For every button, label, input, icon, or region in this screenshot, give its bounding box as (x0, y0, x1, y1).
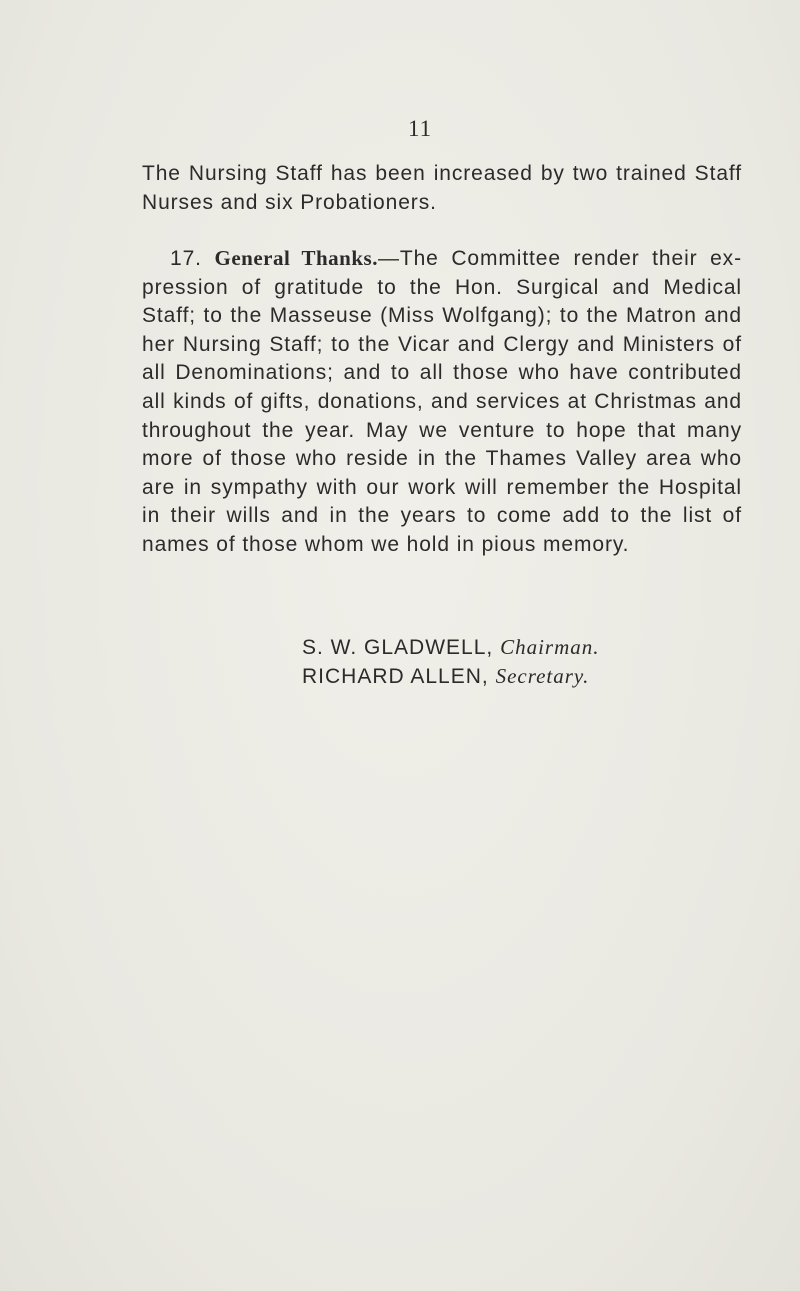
general-thanks-text (142, 244, 742, 560)
intro-paragraph (142, 160, 742, 217)
page-number: 11 (408, 116, 433, 141)
signature-name: RICHARD ALLEN, (302, 665, 489, 688)
signature-block (302, 633, 600, 691)
intro-text: The Nursing Staff has been increased by two trained Staff Nurses and six Probationers. (142, 162, 742, 214)
section-heading: General Thanks. (214, 246, 378, 270)
signature-name: S. W. GLADWELL, (302, 636, 494, 659)
signature-secretary (302, 662, 600, 691)
signature-chairman (302, 633, 600, 662)
section-body: —The Committee render their ex- pression of gratitude to the Hon. Surgical and Medical Staff; to the Masseuse (Miss Wolfgang); to the Matron and her Nursing Staff; to the Vicar and Clergy and Ministers of all Denominations; and to all those who have contributed all kinds of gifts, donations, and services at Christmas and throughout the year. May we venture to hope that many more of those who reside in the Thames Valley area who are in sympathy with our work will remember the Hospital in their wills and in the years to come add to the list of names of those whom we hold in pious memory. (142, 247, 742, 556)
signature-role: Secretary. (495, 664, 590, 688)
section-number: 17. (170, 247, 202, 270)
general-thanks-paragraph (142, 244, 742, 560)
signature-role: Chairman. (500, 635, 600, 659)
